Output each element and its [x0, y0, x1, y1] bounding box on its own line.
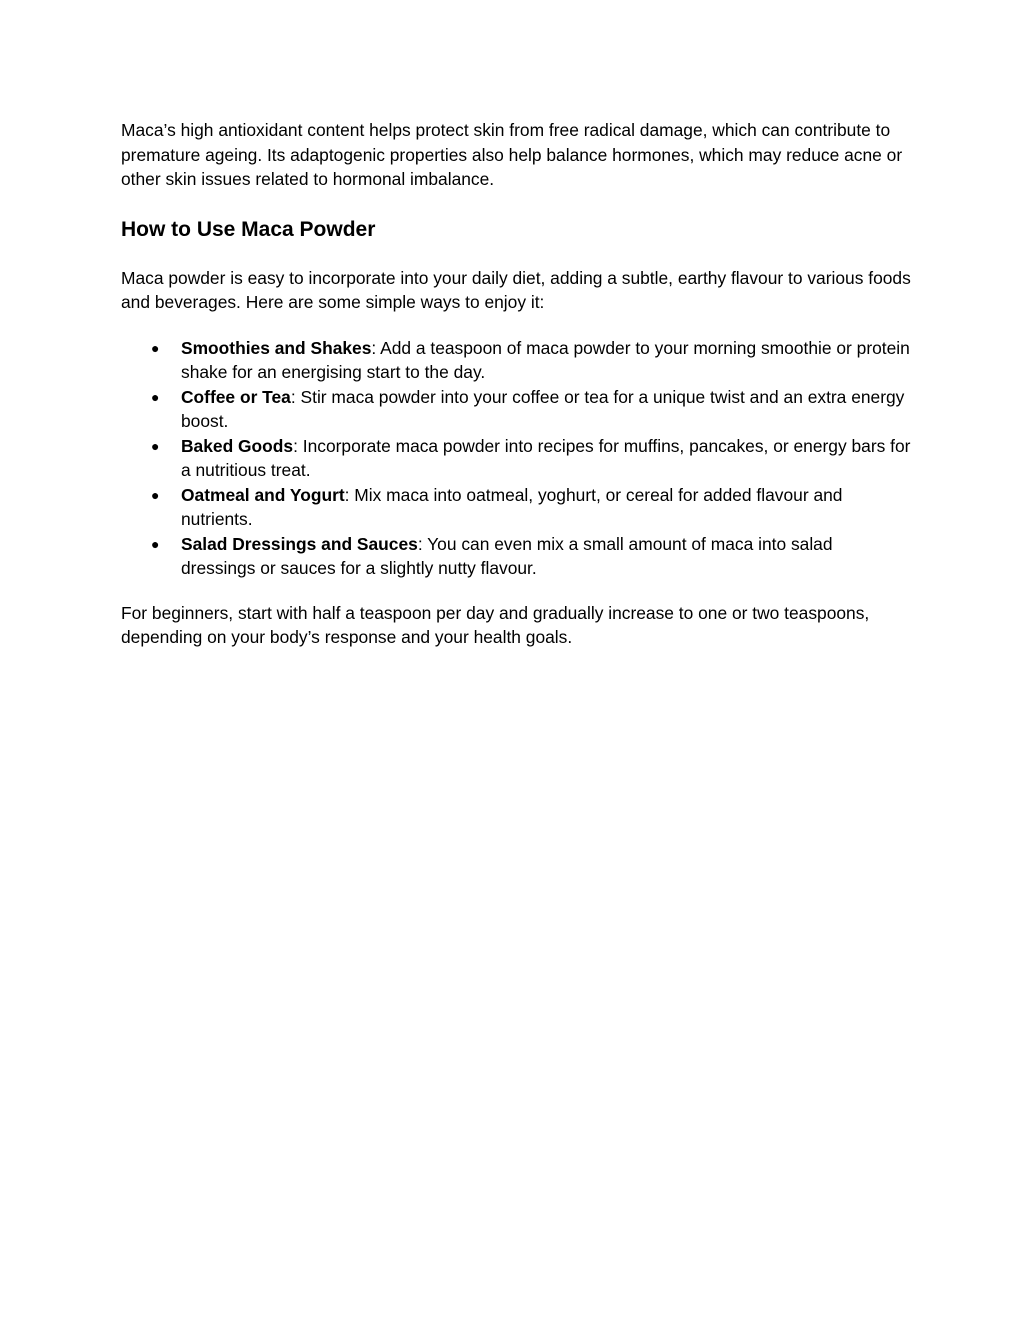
list-item-title: Oatmeal and Yogurt [181, 484, 345, 505]
list-item [121, 385, 911, 434]
list-item-text: : Incorporate maca powder into recipes for muffins, pancakes, or energy bars for a nutritious treat. [181, 435, 911, 480]
list-item-title: Baked Goods [181, 435, 294, 456]
list-item-text: : Add a teaspoon of maca powder to your morning smoothie or protein shake for an energising start to the day. [181, 337, 910, 382]
section-intro-paragraph: Maca powder is easy to incorporate into your daily diet, adding a subtle, earthy flavour to various foods and beverages. Here are some simple ways to enjoy it: [121, 267, 911, 312]
bullet-icon: ● [151, 437, 160, 454]
list-item [121, 434, 911, 483]
list-item-text: : You can even mix a small amount of maca into salad dressings or sauces for a slightly nutty flavour. [181, 533, 833, 578]
usage-list [121, 336, 911, 581]
section-heading: How to Use Maca Powder [121, 217, 376, 241]
list-item-title: Smoothies and Shakes [181, 337, 372, 358]
closing-paragraph: For beginners, start with half a teaspoon per day and gradually increase to one or two teaspoons, depending on your body’s response and your health goals. [121, 602, 870, 647]
list-item [121, 336, 911, 385]
bullet-icon: ● [151, 535, 160, 552]
bullet-icon: ● [151, 339, 160, 356]
list-item-text: : Mix maca into oatmeal, yoghurt, or cereal for added flavour and nutrients. [181, 484, 843, 529]
list-item-text: : Stir maca powder into your coffee or tea for a unique twist and an extra energy boost. [181, 386, 905, 431]
bullet-icon: ● [151, 486, 160, 503]
bullet-icon: ● [151, 388, 160, 405]
list-item-title: Coffee or Tea [181, 386, 291, 407]
list-item [121, 483, 911, 532]
intro-paragraph: Maca’s high antioxidant content helps protect skin from free radical damage, which can contribute to premature ageing. Its adaptogenic properties also help balance hormones, which may reduce acne or other skin issues related to hormonal imbalance. [121, 120, 903, 189]
document-page [121, 118, 911, 650]
list-item [121, 532, 911, 581]
list-item-title: Salad Dressings and Sauces [181, 533, 418, 554]
